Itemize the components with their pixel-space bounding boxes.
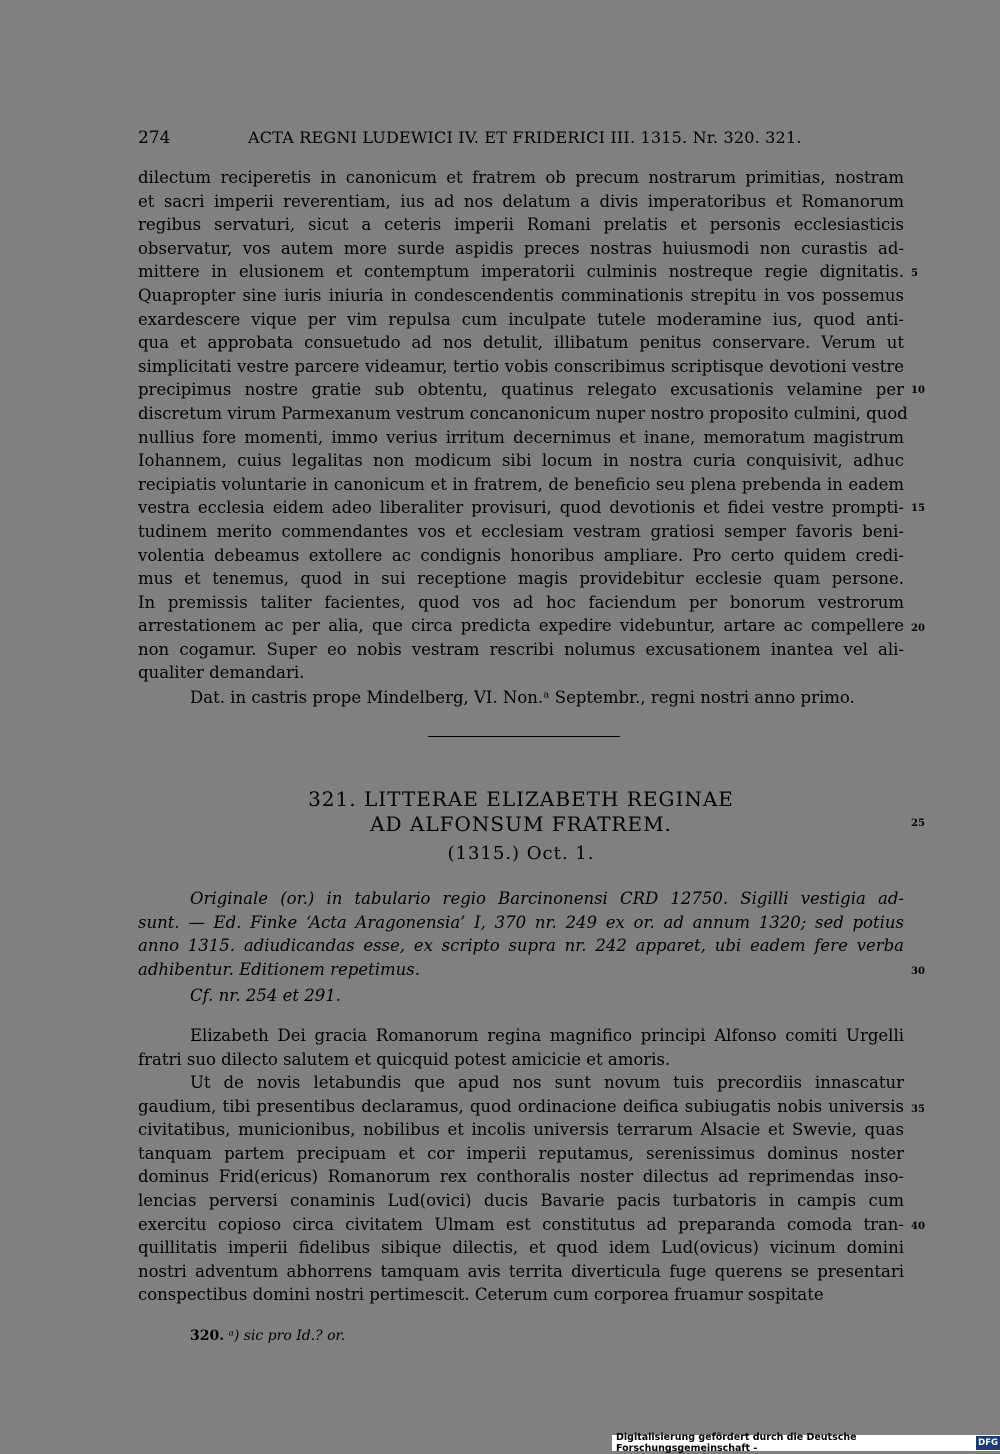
cf-note-block (138, 984, 904, 1008)
letter-321-line: dominus Frid(ericus) Romanorum rex conthoralis noster dilectus ad reprimendas inso- (138, 1167, 904, 1187)
funding-text: Digitalisierung gefördert durch die Deutsche Forschungsgemeinschaft - (616, 1432, 857, 1454)
letter-321-line: exercitu copioso circa civitatem Ulmam est constitutus ad preparanda comoda tran- (138, 1214, 904, 1234)
salutation (138, 1024, 904, 1071)
letter-321-line: gaudium, tibi presentibus declaramus, quod ordinacione deifica subiugatis nobis universis (138, 1096, 904, 1116)
letter-320-text (138, 166, 908, 685)
letter-320-line: observatur, vos autem more surde aspidis preces nostras huiusmodi non curastis ad- (138, 238, 904, 258)
letter-321-line: conspectibus domini nostri pertimescit. Ceterum cum corporea fruamur sospitate (138, 1285, 824, 1305)
letter-321-text (138, 1071, 904, 1307)
letter-320-line: In premissis taliter facientes, quod vos ad hoc faciendum per bonorum vestrorum (138, 592, 904, 612)
line-number: 40 (911, 1221, 925, 1232)
source-note-line: anno 1315. adiudicandas esse, ex scripto supra nr. 242 apparet, ubi eadem fere verba (138, 936, 904, 956)
letter-320-line: Quapropter sine iuris iniuria in condescendentis comminationis strepitu in vos possemus (138, 285, 904, 305)
line-number: 25 (911, 818, 925, 829)
page-header (138, 124, 908, 150)
letter-320-line: vestra ecclesia eidem adeo liberaliter provisuri, quod devotionis et fidei vestre prompti- (138, 498, 904, 518)
running-title: ACTA REGNI LUDEWICI IV. ET FRIDERICI III. 1315. Nr. 320. 321. (248, 128, 802, 147)
letter-320-line: simplicitati vestre parcere videamur, tertio vobis conscribimus scriptisque devotioni vestre (138, 356, 904, 376)
letter-321-line: lencias perversi conaminis Lud(ovici) ducis Bavarie pacis turbatoris in campis cum (138, 1190, 904, 1210)
source-note (138, 887, 904, 981)
doc-321-date: (1315.) Oct. 1. (447, 843, 595, 864)
line-number: 15 (911, 503, 925, 514)
letter-320-line: exardescere vique per vim repulsa cum inculpate tutele moderamine ius, quod anti- (138, 309, 904, 329)
letter-320-line: mittere in elusionem et contemptum imperatorii culminis nostreque regie dignitatis. (138, 262, 904, 282)
letter-320-line: recipiatis voluntarie in canonicum et in fratrem, de beneficio seu plena prebenda in eadem (138, 474, 904, 494)
letter-320-line: dilectum reciperetis in canonicum et fratrem ob precum nostrarum primitias, nostram (138, 168, 904, 187)
letter-320-line: precipimus nostre gratie sub obtentu, quatinus relegato excusationis velamine per (138, 380, 904, 400)
letter-321-line: civitatibus, municionibus, nobilibus et incolis universis terrarum Alsacie et Swevie, quas (138, 1120, 904, 1140)
letter-320-line: et sacri imperii reverentiam, ius ad nos delatum a divis imperatoribus et Romanorum (138, 191, 904, 211)
line-number: 20 (911, 623, 925, 634)
source-note-line: sunt. — Ed. Finke ‘Acta Aragonensia’ I, 370 nr. 249 ex or. ad annum 1320; sed potius (138, 912, 904, 932)
cf-note: Cf. nr. 254 et 291. (190, 986, 341, 1005)
dating-line-block (138, 686, 904, 710)
letter-320-line: tudinem merito commendantes vos et ecclesiam vestram gratiosi semper favoris beni- (138, 521, 904, 541)
line-number: 35 (911, 1104, 925, 1115)
salutation-line: fratri suo dilecto salutem et quicquid potest amicicie et amoris. (138, 1049, 671, 1069)
letter-320-line: discretum virum Parmexanum vestrum concanonicum nuper nostro proposito culmini, quod (138, 403, 908, 423)
letter-320-line: qua et approbata consuetudo ad nos detulit, illibatum penitus conservare. Verum ut (138, 333, 904, 353)
letter-320-line: qualiter demandari. (138, 663, 305, 683)
letter-321-line: quillitatis imperii fidelibus sibique dilectis, et quod idem Lud(ovicus) vicinum domini (138, 1238, 904, 1258)
letter-320-line: volentia debeamus extollere ac condignis honoribus ampliare. Pro certo quidem credi- (138, 545, 904, 565)
section-separator (428, 736, 620, 737)
page-number: 274 (138, 128, 171, 148)
letter-321-line: Ut de novis letabundis que apud nos sunt novum tuis precordiis innascatur (190, 1073, 904, 1092)
doc-321-title-line-1: 321. LITTERAE ELIZABETH REGINAE (308, 787, 734, 811)
letter-320-line: mus et tenemus, quod in sui receptione magis providebitur ecclesie quam persone. (138, 569, 904, 589)
footnote-number: 320. (190, 1328, 225, 1344)
dfg-logo: DFG (978, 1438, 998, 1448)
footnote-text: ᵃ) sic pro Id.? or. (228, 1328, 346, 1344)
footnote (190, 1328, 345, 1344)
letter-320-line: non cogamur. Super eo nobis vestram rescribi nolumus excusationem inantea vel ali- (138, 639, 904, 659)
letter-320-line: Iohannem, cuius legalitas non modicum sibi locum in nostra curia conquisivit, adhuc (138, 451, 904, 471)
letter-321-line: tanquam partem precipuam et cor imperii reputamus, serenissimus dominus noster (138, 1143, 904, 1163)
letter-320-line: nullius fore momenti, immo verius irritum decernimus et inane, memoratum magistrum (138, 427, 904, 447)
line-number: 5 (911, 268, 918, 279)
line-number: 30 (911, 966, 925, 977)
letter-320-line: arrestationem ac per alia, que circa predicta expedire videbuntur, artare ac compellere (138, 616, 904, 636)
letter-321-line: nostri adventum abhorrens tamquam avis territa diverticula fuge querens se presentari (138, 1261, 904, 1281)
funding-footer (612, 1432, 1000, 1454)
source-note-line: Originale (or.) in tabulario regio Barcinonensi CRD 12750. Sigilli vestigia ad- (190, 889, 904, 908)
line-number: 10 (911, 385, 925, 396)
salutation-line: Elizabeth Dei gracia Romanorum regina magnifico principi Alfonso comiti Urgelli (190, 1026, 904, 1045)
letter-320-line: regibus servaturi, sicut a ceteris imperii Romani prelatis et personis ecclesiasticis (138, 215, 904, 235)
dating-line: Dat. in castris prope Mindelberg, VI. Non.ᵃ Septembr., regni nostri anno primo. (190, 688, 855, 707)
doc-321-title-line-2: AD ALFONSUM FRATREM. (370, 812, 672, 836)
source-note-line: adhibentur. Editionem repetimus. (138, 959, 420, 979)
